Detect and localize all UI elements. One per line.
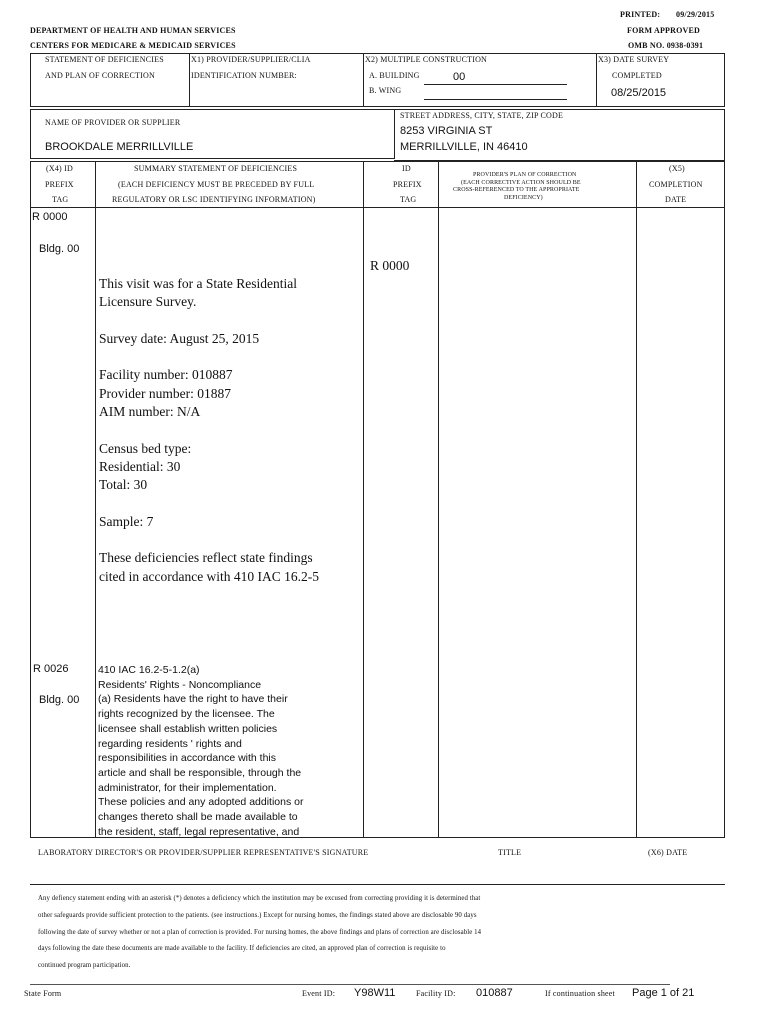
summary-line: These policies and any adopted additions or xyxy=(98,796,304,809)
continuation-label: If continuation sheet xyxy=(545,989,615,998)
summary-line: These deficiencies reflect state findings xyxy=(99,550,313,566)
provider-name-value: BROOKDALE MERRILLVILLE xyxy=(45,141,194,153)
state-form-label: State Form xyxy=(24,989,62,998)
blank-line xyxy=(99,531,319,549)
x5-header-2: COMPLETION xyxy=(649,180,703,189)
summary-line: Sample: 7 xyxy=(99,513,154,529)
summary-line: licensee shall establish written policies xyxy=(98,722,278,735)
footnote-line: days following the date these documents are made available to the facility. If deficiencies are cited, an approved plan of correction is requisite to xyxy=(38,945,446,953)
department-heading: DEPARTMENT OF HEALTH AND HUMAN SERVICES xyxy=(30,26,236,35)
id-header-3: TAG xyxy=(400,195,417,204)
x4-header-1: (X4) ID xyxy=(46,164,73,173)
summary-line: Residential: 30 xyxy=(99,458,181,474)
printed-label: PRINTED: xyxy=(620,10,661,19)
summary-line: Survey date: August 25, 2015 xyxy=(99,330,260,346)
footnote xyxy=(38,891,481,975)
summary-header-1: SUMMARY STATEMENT OF DEFICIENCIES xyxy=(134,164,298,173)
summary-line: Provider number: 01887 xyxy=(99,385,231,401)
summary-line: 410 IAC 16.2-5-1.2(a) xyxy=(98,664,200,676)
summary-line: administrator, for their implementation. xyxy=(98,781,277,794)
printed-date: 09/29/2015 xyxy=(676,10,715,19)
entry-1-summary xyxy=(99,275,319,586)
summary-line: Licensure Survey. xyxy=(99,294,197,310)
date-survey-label-1: X3) DATE SURVEY xyxy=(598,55,670,64)
x5-header-3: DATE xyxy=(665,195,687,204)
entry-1-tag: R 0000 xyxy=(32,211,68,223)
signature-title: TITLE xyxy=(498,848,522,857)
footnote-line: other safeguards provide sufficient protection to the patients. (see instructions.) Except for nursing homes, the findings stated above are disclosable 90 days xyxy=(38,911,477,919)
plan-header-3: CROSS-REFERENCED TO THE APPROPRIATE xyxy=(453,187,580,193)
plan-header-1: PROVIDER'S PLAN OF CORRECTION xyxy=(473,172,577,178)
summary-line: responsibilities in accordance with this xyxy=(98,752,277,765)
summary-line: Census bed type: xyxy=(99,440,192,456)
signature-date: (X6) DATE xyxy=(648,848,688,857)
summary-line: the resident, staff, legal representative, and xyxy=(98,825,300,838)
building-label: A. BUILDING xyxy=(369,71,420,80)
summary-line: Facility number: 010887 xyxy=(99,367,233,383)
summary-line: Residents' Rights - Noncompliance xyxy=(98,678,262,691)
address-label: STREET ADDRESS, CITY, STATE, ZIP CODE xyxy=(400,111,564,120)
statement-label-1: STATEMENT OF DEFICIENCIES xyxy=(45,55,164,64)
omb-number: OMB NO. 0938-0391 xyxy=(628,41,704,50)
date-survey-value: 08/25/2015 xyxy=(611,87,667,99)
blank-line xyxy=(99,421,319,439)
building-value: 00 xyxy=(453,71,466,83)
entry-2-building: Bldg. 00 xyxy=(39,694,80,706)
entry-1-right-tag: R 0000 xyxy=(370,258,410,273)
multiple-construction-label: X2) MULTIPLE CONSTRUCTION xyxy=(365,55,488,64)
page-number: Page 1 of 21 xyxy=(632,987,695,999)
footnote-line: continued program participation. xyxy=(38,962,131,970)
date-survey-label-2: COMPLETED xyxy=(612,71,662,80)
provider-name-label: NAME OF PROVIDER OR SUPPLIER xyxy=(45,118,181,127)
blank-line xyxy=(99,312,319,330)
blank-line xyxy=(99,348,319,366)
provider-id-label-1: X1) PROVIDER/SUPPLIER/CLIA xyxy=(191,55,311,64)
summary-line: cited in accordance with 410 IAC 16.2-5 xyxy=(99,568,320,584)
entry-2-summary xyxy=(98,663,303,839)
address-line-1: 8253 VIRGINIA ST xyxy=(400,125,493,137)
facility-id-label: Facility ID: xyxy=(416,989,456,998)
event-id-value: Y98W11 xyxy=(354,987,396,999)
form-approved: FORM APPROVED xyxy=(627,26,701,35)
address-line-2: MERRILLVILLE, IN 46410 xyxy=(400,141,528,153)
summary-line: Total: 30 xyxy=(99,477,148,493)
x4-header-2: PREFIX xyxy=(45,180,74,189)
summary-line: article and shall be responsible, through the xyxy=(98,766,302,779)
x4-header-3: TAG xyxy=(52,195,69,204)
event-id-label: Event ID: xyxy=(302,989,336,998)
summary-line: rights recognized by the licensee. The xyxy=(98,708,275,721)
id-header-2: PREFIX xyxy=(393,180,422,189)
blank-line xyxy=(99,495,319,513)
entry-1-building: Bldg. 00 xyxy=(39,243,80,255)
summary-line: AIM number: N/A xyxy=(99,404,201,420)
plan-header-2: (EACH CORRECTIVE ACTION SHOULD BE xyxy=(461,180,581,186)
signature-label: LABORATORY DIRECTOR'S OR PROVIDER/SUPPLIER REPRESENTATIVE'S SIGNATURE xyxy=(38,848,369,857)
plan-header-4: DEFICIENCY) xyxy=(504,195,543,201)
facility-id-value: 010887 xyxy=(476,987,513,999)
x5-header-1: (X5) xyxy=(669,164,685,173)
statement-label-2: AND PLAN OF CORRECTION xyxy=(45,71,155,80)
summary-line: changes thereto shall be made available to xyxy=(98,811,298,824)
summary-header-3: REGULATORY OR LSC IDENTIFYING INFORMATION) xyxy=(112,195,316,204)
provider-id-label-2: IDENTIFICATION NUMBER: xyxy=(191,71,297,80)
wing-label: B. WING xyxy=(369,86,402,95)
summary-header-2: (EACH DEFICIENCY MUST BE PRECEDED BY FULL xyxy=(118,180,315,189)
entry-2-tag: R 0026 xyxy=(33,663,69,675)
centers-heading: CENTERS FOR MEDICARE & MEDICAID SERVICES xyxy=(30,41,236,50)
id-header-1: ID xyxy=(402,164,411,173)
footnote-line: Any defiency statement ending with an asterisk (*) denotes a deficiency which the institution may be excused from correcting providing it is determined that xyxy=(38,895,481,902)
summary-line: (a) Residents have the right to have their xyxy=(98,693,288,706)
summary-line: This visit was for a State Residential xyxy=(99,276,297,291)
footnote-line: following the date of survey whether or not a plan of correction is provided. For nursing homes, the above findings and plans of correction are disclosable 14 xyxy=(38,928,482,936)
summary-line: regarding residents ' rights and xyxy=(98,737,242,750)
